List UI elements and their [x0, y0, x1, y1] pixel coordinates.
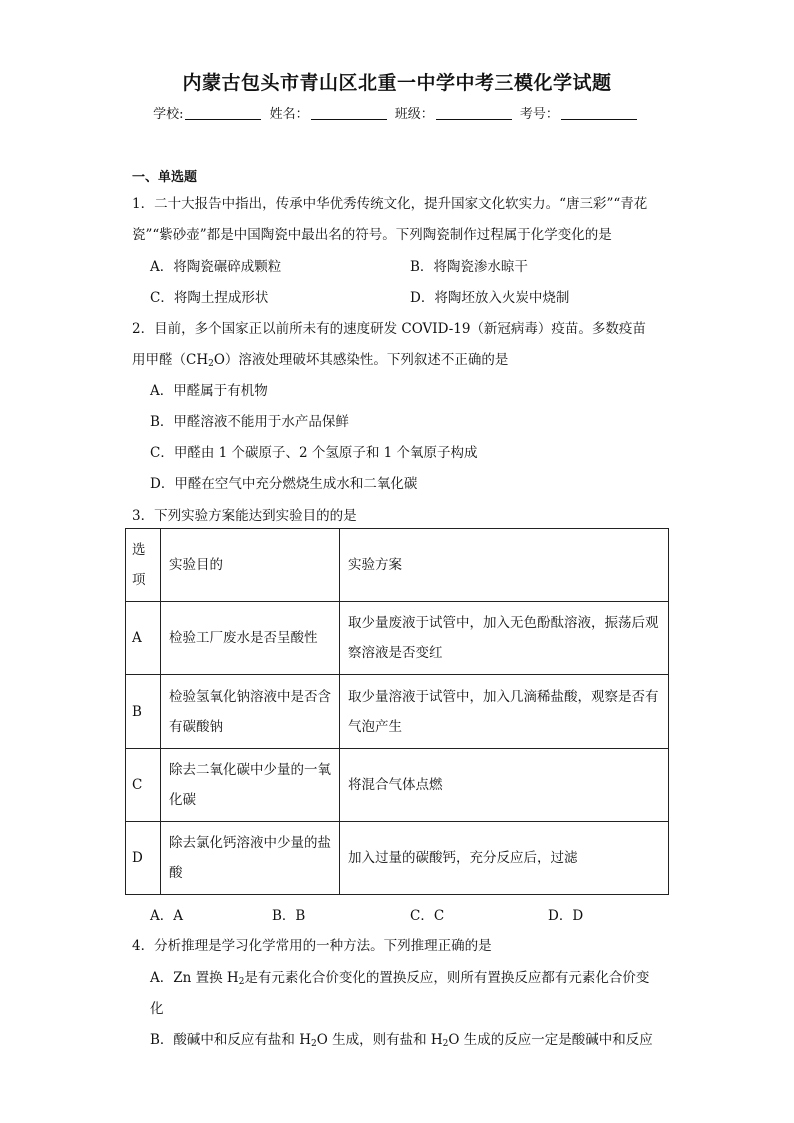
school-blank[interactable] — [185, 106, 261, 120]
q1-option-a[interactable]: A．将陶瓷碾碎成颗粒 — [150, 259, 282, 275]
row-plan: 取少量废液于试管中，加入无色酚酞溶液，振荡后观察溶液是否变红 — [340, 602, 669, 675]
page-title: 内蒙古包头市青山区北重一中学中考三模化学试题 — [182, 72, 612, 94]
q2-option-c[interactable]: C．甲醛由 1 个碳原子、2 个氢原子和 1 个氧原子构成 — [150, 445, 478, 461]
row-option: C — [126, 749, 161, 822]
exam-number-blank[interactable] — [561, 106, 637, 120]
q3-table — [125, 528, 669, 895]
table-header-row — [126, 529, 669, 602]
q4-stem: 4．分析推理是学习化学常用的一种方法。下列推理正确的是 — [132, 938, 492, 954]
row-option: A — [126, 602, 161, 675]
school-label: 学校: — [153, 107, 184, 122]
q2-stem-line2: 用甲醛$(CH_2O)$溶液处理破坏其感染性。下列叙述不正确的是 — [132, 352, 509, 369]
row-purpose: 检验工厂废水是否呈酸性 — [161, 602, 340, 675]
row-plan: 取少量溶液于试管中，加入几滴稀盐酸，观察是否有气泡产生 — [340, 675, 669, 749]
row-option: B — [126, 675, 161, 749]
header-cell-plan: 实验方案 — [340, 529, 669, 602]
header-cell-option: 选项 — [126, 529, 161, 602]
q1-option-b[interactable]: B．将陶瓷渗水晾干 — [410, 259, 528, 275]
table-row — [126, 602, 669, 675]
table-row — [126, 749, 669, 822]
q1-stem-line1: 1．二十大报告中指出，传承中华优秀传统文化，提升国家文化软实力。“唐三彩”“青花 — [132, 196, 648, 212]
table-row — [126, 675, 669, 749]
class-blank[interactable] — [436, 106, 512, 120]
q1-option-d[interactable]: D．将陶坯放入火炭中烧制 — [410, 290, 570, 306]
row-purpose: 检验氢氧化钠溶液中是否含有碳酸钠 — [161, 675, 340, 749]
row-plan: 加入过量的碳酸钙，充分反应后，过滤 — [340, 822, 669, 895]
q2-option-b[interactable]: B．甲醛溶液不能用于水产品保鲜 — [150, 414, 349, 430]
row-purpose: 除去氯化钙溶液中少量的盐酸 — [161, 822, 340, 895]
class-label: 班级： — [394, 107, 434, 122]
q4-option-a-continued: 化 — [150, 1001, 164, 1017]
row-plan: 将混合气体点燃 — [340, 749, 669, 822]
q4-option-b[interactable]: B．酸碱中和反应有盐和 $H_2O$ 生成，则有盐和 $H_2O$ 生成的反应一定是酸碱中和反应 — [150, 1032, 653, 1049]
q2-option-d[interactable]: D．甲醛在空气中充分燃烧生成水和二氧化碳 — [150, 476, 418, 492]
q3-option-a[interactable]: A．A — [150, 908, 183, 924]
section-heading: 一、单选题 — [132, 170, 198, 185]
q1-stem-line2: 瓷”“紫砂壶”都是中国陶瓷中最出名的符号。下列陶瓷制作过程属于化学变化的是 — [132, 227, 612, 243]
q3-option-d[interactable]: D．D — [548, 908, 584, 924]
student-info-row — [0, 103, 794, 122]
header-cell-purpose: 实验目的 — [161, 529, 340, 602]
name-label: 姓名： — [269, 107, 309, 122]
q3-option-c[interactable]: C．C — [410, 908, 445, 924]
row-option: D — [126, 822, 161, 895]
q3-stem: 3．下列实验方案能达到实验目的的是 — [132, 508, 357, 524]
exam-number-label: 考号： — [519, 107, 559, 122]
row-purpose: 除去二氧化碳中少量的一氧化碳 — [161, 749, 340, 822]
name-blank[interactable] — [311, 106, 387, 120]
q3-option-b[interactable]: B．B — [272, 908, 306, 924]
table-row — [126, 822, 669, 895]
q4-option-a[interactable]: A．Zn 置换 $H_2$是有元素化合价变化的置换反应，则所有置换反应都有元素化合价变 — [150, 970, 650, 987]
q1-option-c[interactable]: C．将陶土捏成形状 — [150, 290, 269, 306]
q2-stem-line1: 2．目前，多个国家正以前所未有的速度研发 COVID-19（新冠病毒）疫苗。多数疫苗 — [132, 321, 646, 337]
q2-option-a[interactable]: A．甲醛属于有机物 — [150, 383, 268, 399]
